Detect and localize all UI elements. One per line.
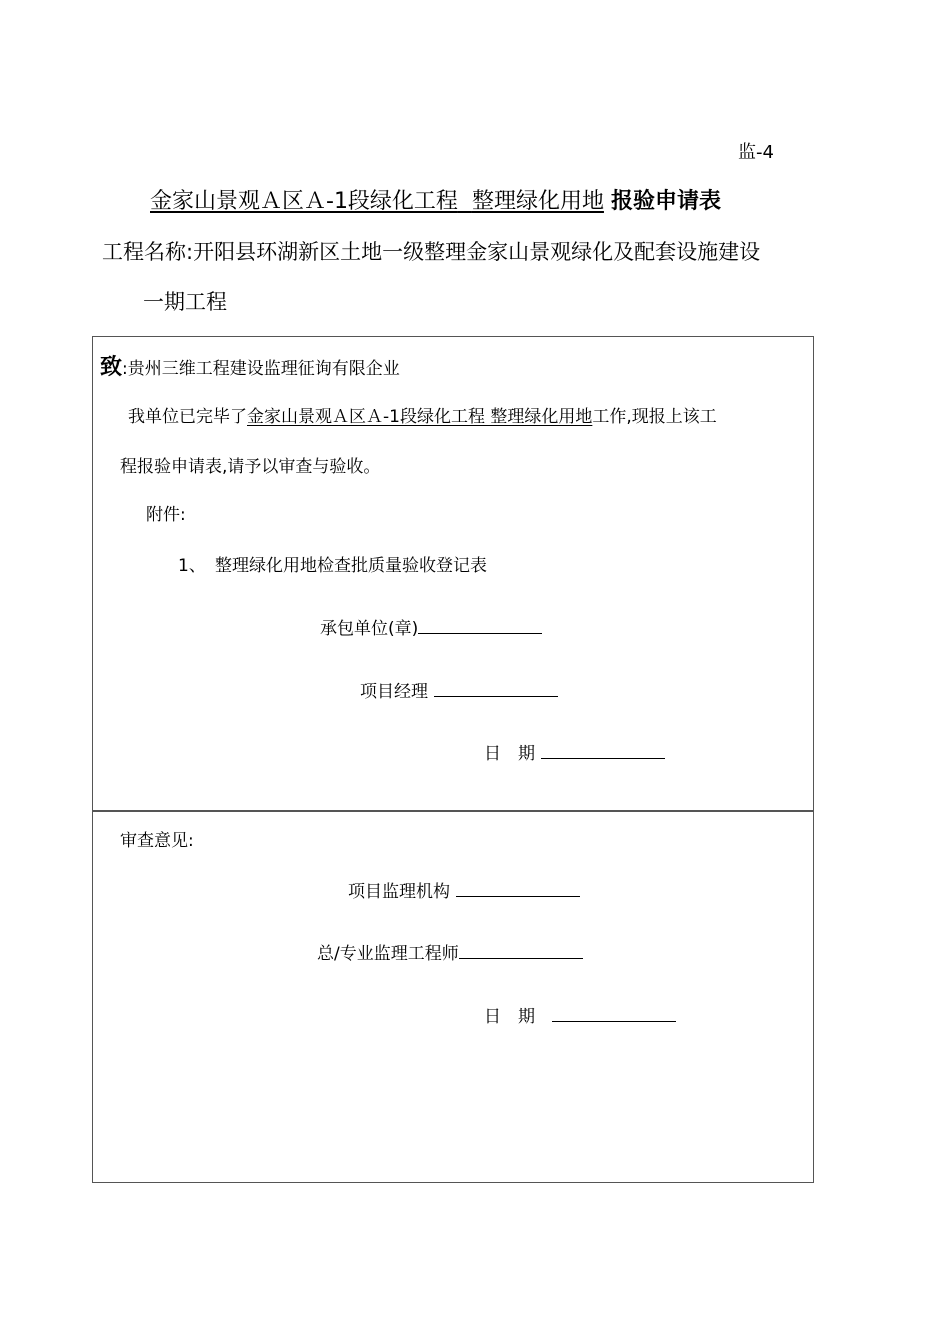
title-work-part: 整理绿化用地 (471, 189, 604, 214)
attachments-label: 附件: (146, 505, 186, 525)
recipient-label: 致 (100, 355, 123, 380)
statement-line1 (128, 402, 717, 427)
engineer-signature-line (459, 940, 583, 959)
review-date-label: 日 期 (484, 1007, 535, 1027)
attachment-text: 整理绿化用地检查批质量验收登记表 (215, 556, 487, 576)
page-title (150, 184, 721, 215)
supervision-org-line (456, 878, 580, 897)
review-date-row (484, 1002, 676, 1027)
project-name-line2: 一期工程 (143, 290, 227, 314)
statement-line2: 程报验申请表,请予以审查与验收。 (120, 457, 381, 477)
review-section (92, 810, 814, 1183)
attachment-item (178, 551, 487, 576)
application-date-line (541, 740, 665, 759)
contractor-signature-row (320, 614, 542, 639)
manager-signature-line (434, 678, 558, 697)
contractor-signature-line (418, 615, 542, 634)
manager-label: 项目经理 (360, 682, 428, 702)
document-code: 监-4 (738, 142, 774, 163)
attachment-number: 1、 (178, 556, 206, 576)
application-date-row (484, 739, 665, 764)
supervision-org-row (348, 877, 580, 902)
contractor-label: 承包单位(章) (320, 619, 419, 639)
project-name-line1: 工程名称:开阳县环湖新区土地一级整理金家山景观绿化及配套设施建设 (102, 240, 761, 264)
recipient-row (100, 350, 400, 381)
review-opinion-label: 审查意见: (120, 831, 194, 851)
supervision-org-label: 项目监理机构 (348, 882, 450, 902)
engineer-label: 总/专业监理工程师 (317, 944, 459, 964)
manager-signature-row (360, 677, 558, 702)
engineer-signature-row (317, 939, 583, 964)
title-spacer (458, 189, 472, 214)
statement-work: 金家山景观Ａ区Ａ-1段绿化工程 整理绿化用地 (247, 407, 593, 427)
title-form-name: 报验申请表 (610, 189, 721, 214)
title-project-part: 金家山景观Ａ区Ａ-1段绿化工程 (150, 189, 458, 214)
statement-suffix: 工作,现报上该工 (592, 407, 717, 427)
application-date-label: 日 期 (484, 744, 535, 764)
review-date-line (552, 1003, 676, 1022)
recipient-name: :贵州三维工程建设监理征询有限企业 (122, 359, 400, 379)
statement-prefix: 我单位已完毕了 (128, 407, 247, 427)
